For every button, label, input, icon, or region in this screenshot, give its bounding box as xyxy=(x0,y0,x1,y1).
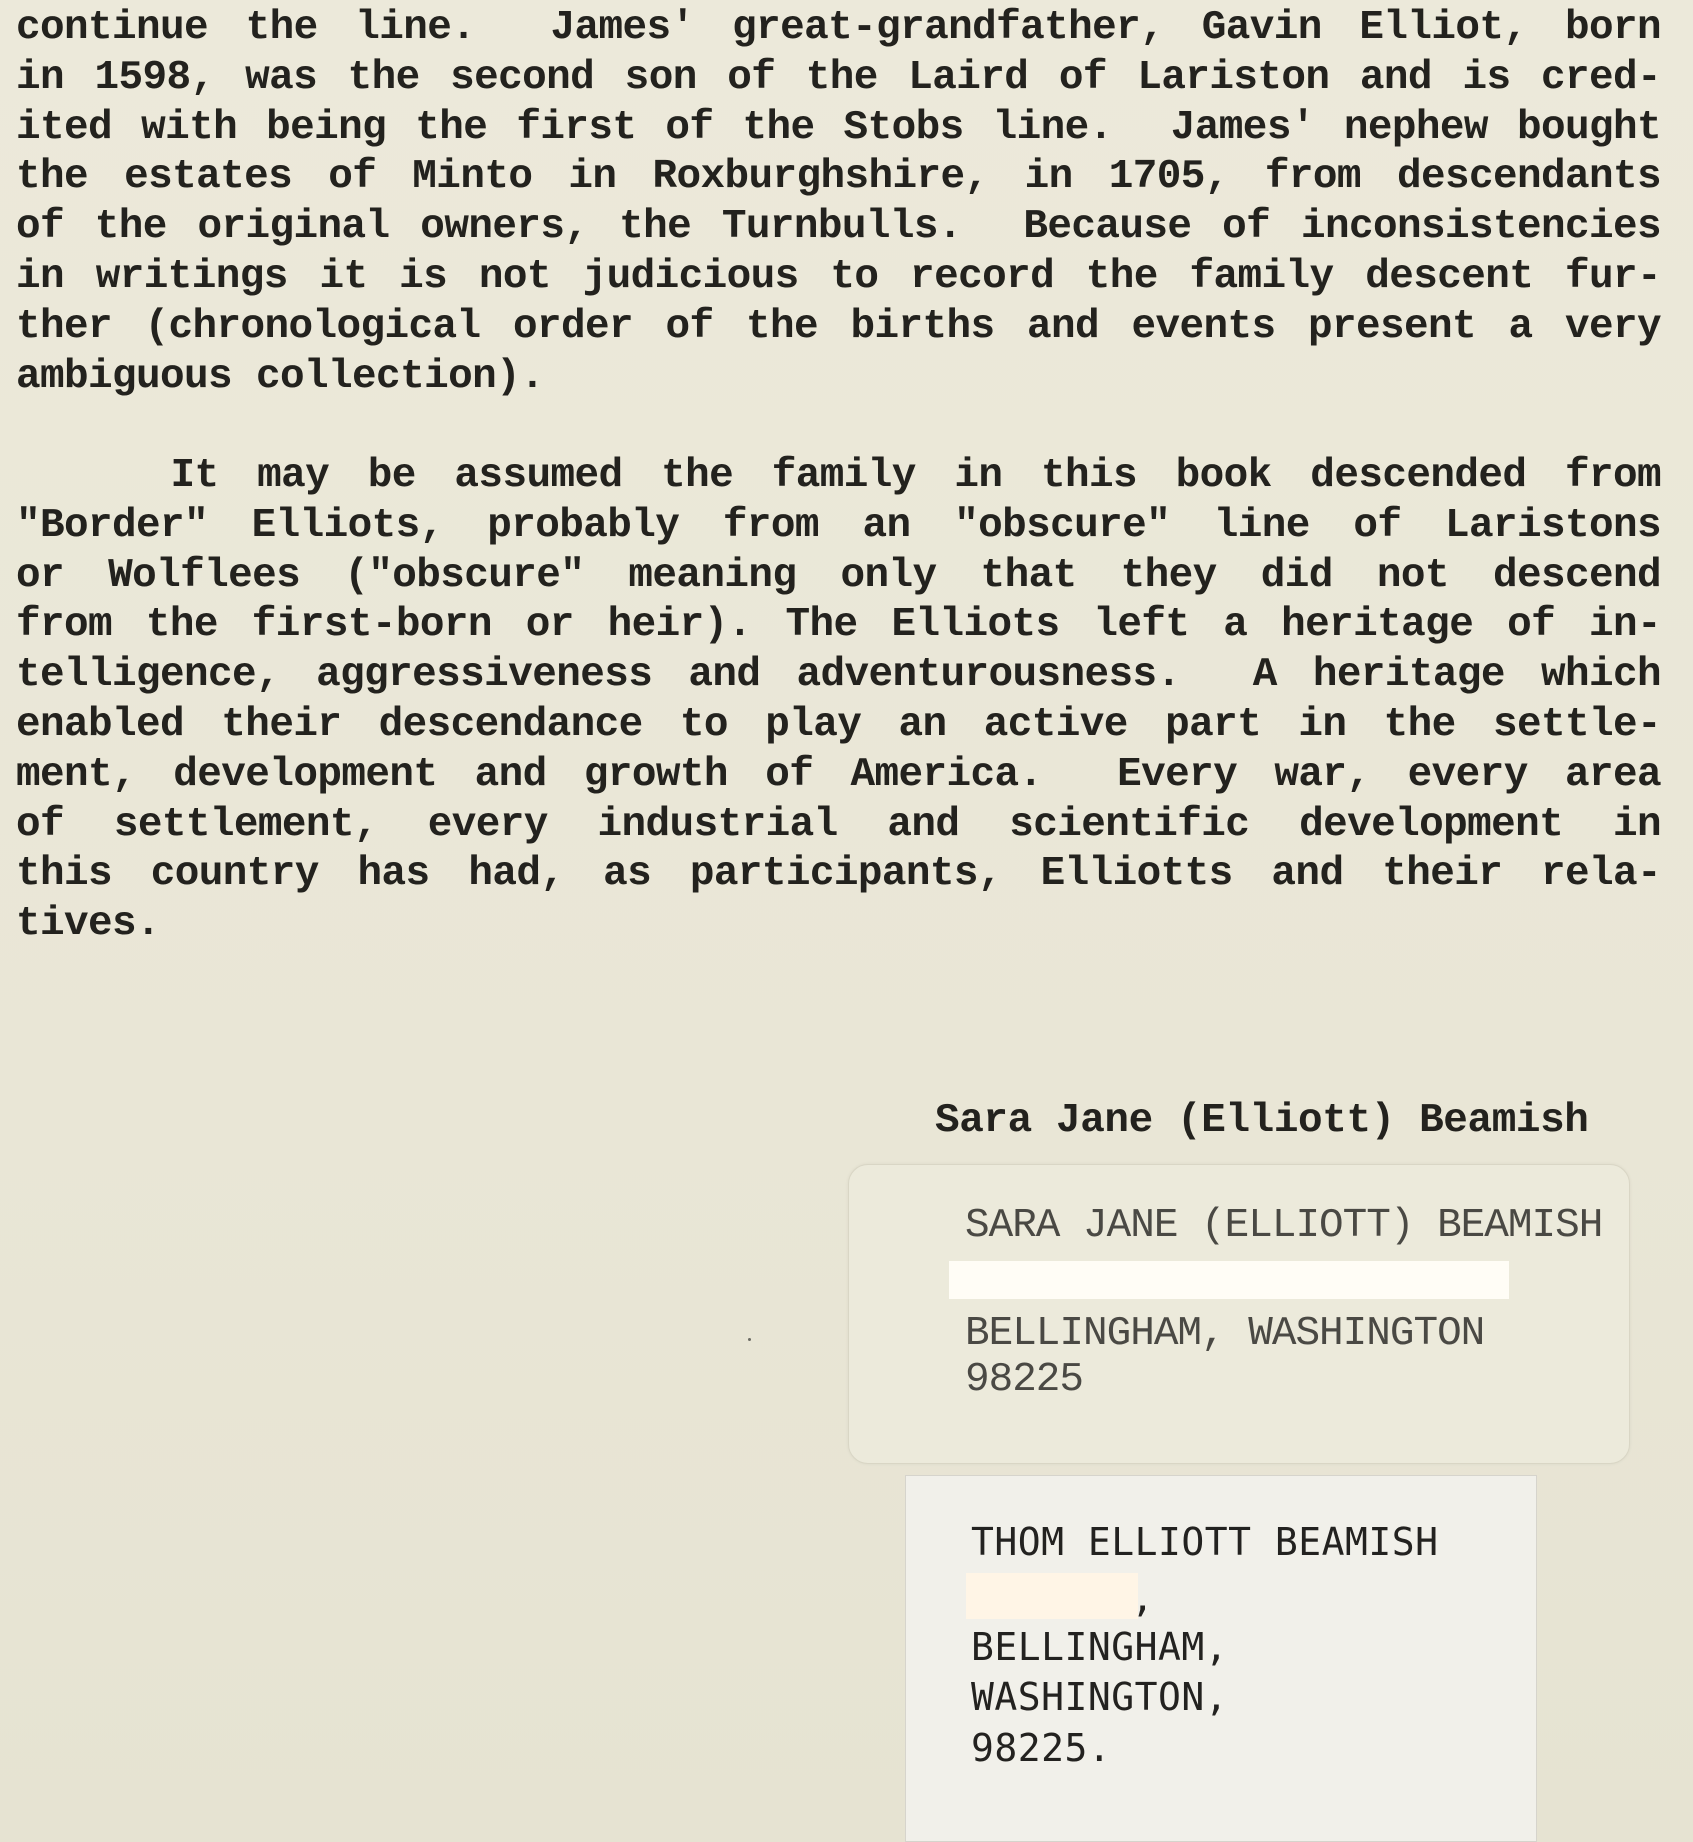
label-city: BELLINGHAM, xyxy=(971,1625,1229,1669)
text-line: It may be assumed the family in this book descended from xyxy=(16,453,1661,499)
label-state: WASHINGTON, xyxy=(971,1675,1229,1719)
label-zip: 98225 xyxy=(965,1357,1084,1403)
text-line: ther (chronological order of the births and events present a very xyxy=(16,303,1661,350)
text-line: from the first-born or heir). The Elliots left a heritage of in- xyxy=(16,602,1661,649)
text-line: in 1598, was the second son of the Laird of Lariston and is cred- xyxy=(16,54,1661,101)
label-name: SARA JANE (ELLIOTT) BEAMISH xyxy=(965,1203,1603,1249)
paper-speck xyxy=(748,1338,751,1341)
text-line: the estates of Minto in Roxburghshire, in 1705, from descendants xyxy=(16,154,1661,201)
address-label-sara xyxy=(848,1164,1630,1464)
text-line: tives. xyxy=(16,901,161,948)
redacted-street-address xyxy=(949,1261,1509,1299)
address-label-thom xyxy=(905,1475,1537,1842)
label-city-state: BELLINGHAM, WASHINGTON xyxy=(965,1311,1485,1357)
paragraph-1 xyxy=(16,4,1661,402)
redacted-street-address xyxy=(966,1573,1138,1619)
author-signature: Sara Jane (Elliott) Beamish xyxy=(935,1098,1589,1144)
text-line: ambiguous collection). xyxy=(16,353,545,400)
text-line: telligence, aggressiveness and adventurousness. A heritage which xyxy=(16,652,1661,699)
text-line: or Wolflees ("obscure" meaning only that they did not descend xyxy=(16,552,1661,599)
text-line: ited with being the first of the Stobs line. James' nephew bought xyxy=(16,104,1661,151)
label-comma: , xyxy=(1131,1576,1155,1620)
text-line: continue the line. James' great-grandfather, Gavin Elliot, born xyxy=(16,5,1661,51)
text-line: "Border" Elliots, probably from an "obscure" line of Laristons xyxy=(16,502,1661,549)
text-line: enabled their descendance to play an active part in the settle- xyxy=(16,701,1661,748)
paragraph-2 xyxy=(16,452,1661,950)
text-line: of settlement, every industrial and scientific development in xyxy=(16,801,1661,848)
label-zip: 98225. xyxy=(971,1726,1112,1770)
text-line: of the original owners, the Turnbulls. Because of inconsistencies xyxy=(16,204,1661,251)
text-line: ment, development and growth of America. Every war, every area xyxy=(16,751,1661,798)
text-line: this country has had, as participants, Elliotts and their rela- xyxy=(16,851,1661,898)
label-name: THOM ELLIOTT BEAMISH xyxy=(971,1520,1439,1564)
text-line: in writings it is not judicious to record the family descent fur- xyxy=(16,253,1661,300)
